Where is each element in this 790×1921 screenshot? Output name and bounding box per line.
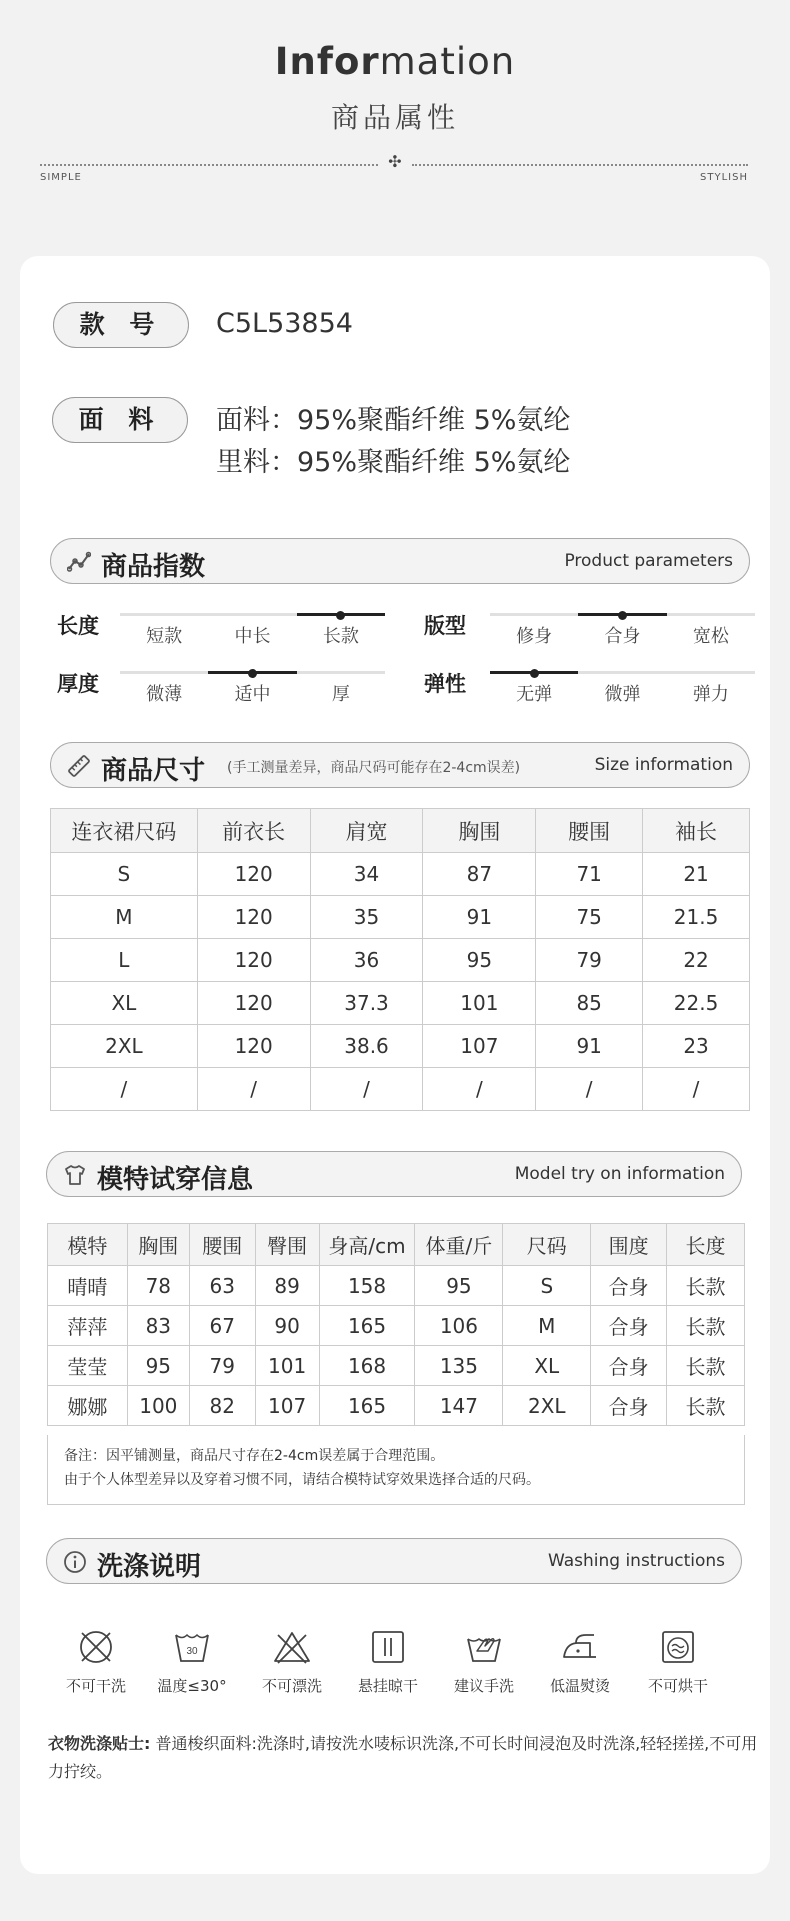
table-row [51, 896, 750, 939]
wash-item-hang-dry [348, 1627, 428, 1696]
wash-item-no-bleach [252, 1627, 332, 1696]
wash-30-icon [172, 1627, 212, 1667]
table-cell: 101 [255, 1346, 319, 1386]
table-cell: 36 [310, 939, 423, 982]
table-cell: 37.3 [310, 982, 423, 1025]
param-option: 短款 [146, 626, 183, 647]
table-cell: 合身 [591, 1266, 667, 1306]
model-table [47, 1223, 745, 1426]
table-cell: L [51, 939, 198, 982]
table-row [51, 982, 750, 1025]
table-cell: 82 [189, 1386, 255, 1426]
table-cell: 107 [255, 1386, 319, 1426]
table-cell: 娜娜 [48, 1386, 128, 1426]
trend-line-icon [67, 550, 91, 574]
table-cell: 22.5 [643, 982, 750, 1025]
table-cell: 83 [127, 1306, 189, 1346]
table-row [51, 1068, 750, 1111]
no-bleach-icon [272, 1627, 312, 1667]
table-cell: 85 [536, 982, 643, 1025]
table-cell: 75 [536, 896, 643, 939]
param-option: 中长 [234, 626, 271, 647]
header-title: Information [274, 40, 516, 83]
table-cell: 120 [197, 982, 310, 1025]
table-header-cell: 体重/斤 [415, 1224, 503, 1266]
wash-item-temperature [152, 1627, 232, 1696]
table-header-cell: 模特 [48, 1224, 128, 1266]
product-parameters-bar [50, 538, 750, 584]
table-cell: 106 [415, 1306, 503, 1346]
model-try-on-bar [46, 1151, 742, 1197]
washing-title: 洗涤说明 [97, 1552, 202, 1582]
param-label: 弹性 [424, 672, 466, 696]
table-cell: 165 [319, 1306, 415, 1346]
table-cell: 67 [189, 1306, 255, 1346]
header-tag-right: STYLISH [700, 172, 748, 183]
table-cell: 120 [197, 853, 310, 896]
table-header-cell: 腰围 [536, 809, 643, 853]
table-row [48, 1306, 745, 1346]
size-information-bar [50, 742, 750, 788]
table-cell: 21 [643, 853, 750, 896]
header-divider-left [40, 164, 378, 166]
table-cell: 120 [197, 896, 310, 939]
table-cell: / [51, 1068, 198, 1111]
page-header [0, 0, 790, 220]
fabric-line-1: 面料：95%聚酯纤维 5%氨纶 [216, 405, 571, 436]
table-header-cell: 肩宽 [310, 809, 423, 853]
table-cell: 23 [643, 1025, 750, 1068]
wash-label: 不可烘干 [647, 1677, 708, 1695]
table-cell: 长款 [667, 1346, 745, 1386]
table-row [51, 1025, 750, 1068]
wash-label: 低温熨烫 [549, 1677, 610, 1695]
table-cell: 2XL [503, 1386, 591, 1426]
param-label: 长度 [57, 614, 99, 638]
table-header-cell: 胸围 [423, 809, 536, 853]
table-cell: 91 [423, 896, 536, 939]
param-option: 宽松 [692, 626, 729, 647]
table-cell: / [197, 1068, 310, 1111]
table-cell: / [536, 1068, 643, 1111]
table-cell: / [310, 1068, 423, 1111]
size-subtitle: (手工测量差异，商品尺码可能存在2-4cm误差) [227, 760, 521, 776]
wash-item-no-tumble-dry [638, 1627, 718, 1696]
hand-wash-icon [464, 1627, 504, 1667]
table-cell: 95 [423, 939, 536, 982]
table-header-cell: 长度 [667, 1224, 745, 1266]
table-cell: S [51, 853, 198, 896]
param-option: 合身 [604, 626, 641, 647]
table-cell: 90 [255, 1306, 319, 1346]
table-cell: 78 [127, 1266, 189, 1306]
wash-label: 悬挂晾干 [357, 1677, 418, 1695]
table-header-cell: 尺码 [503, 1224, 591, 1266]
table-cell: 莹莹 [48, 1346, 128, 1386]
wash-label: 温度≤30° [157, 1677, 227, 1695]
table-cell: 100 [127, 1386, 189, 1426]
param-selected-dot [530, 669, 539, 678]
fabric-label: 面 料 [52, 397, 188, 443]
table-cell: 长款 [667, 1306, 745, 1346]
table-cell: 萍萍 [48, 1306, 128, 1346]
table-cell: 95 [415, 1266, 503, 1306]
no-tumble-dry-icon [658, 1627, 698, 1667]
wash-label: 不可漂洗 [261, 1677, 322, 1695]
table-cell: 2XL [51, 1025, 198, 1068]
model-note-line-2: 由于个人体型差异以及穿着习惯不同，请结合模特试穿效果选择合适的尺码。 [64, 1472, 540, 1488]
table-cell: 34 [310, 853, 423, 896]
table-cell: 长款 [667, 1386, 745, 1426]
table-cell: 87 [423, 853, 536, 896]
table-cell: 63 [189, 1266, 255, 1306]
wash-label: 建议手洗 [453, 1677, 514, 1695]
model-en-title: Model try on information [514, 1164, 725, 1184]
washing-instructions-bar [46, 1538, 742, 1584]
tshirt-icon [63, 1163, 87, 1187]
param-option: 长款 [322, 626, 359, 647]
wash-item-no-dry-clean [56, 1627, 136, 1696]
param-option: 微弹 [604, 684, 641, 705]
table-cell: 120 [197, 939, 310, 982]
table-cell: 合身 [591, 1386, 667, 1426]
table-row [48, 1266, 745, 1306]
param-option: 弹力 [692, 684, 729, 705]
param-label: 版型 [424, 614, 466, 638]
table-header-cell: 胸围 [127, 1224, 189, 1266]
size-title: 商品尺寸 [101, 756, 206, 786]
size-en-title: Size information [594, 755, 733, 775]
model-title: 模特试穿信息 [97, 1165, 254, 1195]
param-option: 无弹 [516, 684, 553, 705]
wash-item-hand-wash [444, 1627, 524, 1696]
param-label: 厚度 [57, 672, 99, 696]
table-row [51, 853, 750, 896]
low-iron-icon [560, 1627, 600, 1667]
table-header-cell: 臀围 [255, 1224, 319, 1266]
table-cell: 22 [643, 939, 750, 982]
table-header-cell: 围度 [591, 1224, 667, 1266]
table-cell: 95 [127, 1346, 189, 1386]
model-note-line-1: 备注：因平铺测量，商品尺寸存在2-4cm误差属于合理范围。 [64, 1448, 445, 1464]
cross-ornament-icon: ✣ [388, 152, 402, 171]
table-cell: 79 [189, 1346, 255, 1386]
table-cell: 长款 [667, 1266, 745, 1306]
parameters-en-title: Product parameters [564, 551, 733, 571]
hang-dry-icon [368, 1627, 408, 1667]
table-header-cell: 身高/cm [319, 1224, 415, 1266]
param-option: 适中 [234, 684, 271, 705]
table-cell: / [643, 1068, 750, 1111]
table-cell: XL [51, 982, 198, 1025]
table-cell: M [503, 1306, 591, 1346]
fabric-line-2: 里料：95%聚酯纤维 5%氨纶 [216, 447, 571, 478]
table-row [48, 1386, 745, 1426]
info-icon [63, 1550, 87, 1574]
table-cell: 101 [423, 982, 536, 1025]
size-table [50, 808, 750, 1111]
style-number-value: C5L53854 [216, 308, 353, 339]
param-selected-dot [248, 669, 257, 678]
wash-temp-value: 30 [186, 1646, 198, 1657]
header-title-cn: 商品属性 [330, 101, 459, 134]
table-cell: 38.6 [310, 1025, 423, 1068]
header-tag-left: SIMPLE [40, 172, 82, 183]
table-cell: 91 [536, 1025, 643, 1068]
no-dry-clean-icon [76, 1627, 116, 1667]
table-cell: 168 [319, 1346, 415, 1386]
table-cell: 89 [255, 1266, 319, 1306]
wash-item-low-iron [540, 1627, 620, 1696]
washing-tip-text: 普通梭织面料:洗涤时,请按洗水唛标识洗涤,不可长时间浸泡及时洗涤,轻轻搓搓,不可用力拧绞。 [48, 1734, 758, 1781]
param-option: 厚 [331, 684, 350, 705]
table-header-cell: 前衣长 [197, 809, 310, 853]
table-cell: 合身 [591, 1306, 667, 1346]
washing-tip [48, 1730, 758, 1786]
table-cell: 71 [536, 853, 643, 896]
table-cell: 165 [319, 1386, 415, 1426]
table-cell: 21.5 [643, 896, 750, 939]
style-number-label: 款 号 [53, 302, 189, 348]
param-option: 微薄 [146, 684, 183, 705]
table-cell: S [503, 1266, 591, 1306]
table-cell: M [51, 896, 198, 939]
table-cell: / [423, 1068, 536, 1111]
washing-en-title: Washing instructions [547, 1551, 725, 1571]
table-cell: 35 [310, 896, 423, 939]
param-selected-dot [618, 611, 627, 620]
table-cell: 合身 [591, 1346, 667, 1386]
table-header-cell: 腰围 [189, 1224, 255, 1266]
table-cell: 158 [319, 1266, 415, 1306]
parameters-title: 商品指数 [101, 552, 206, 582]
table-cell: 107 [423, 1025, 536, 1068]
model-note [47, 1435, 745, 1505]
table-row [48, 1346, 745, 1386]
table-cell: 135 [415, 1346, 503, 1386]
table-cell: 147 [415, 1386, 503, 1426]
wash-label: 不可干洗 [65, 1677, 126, 1695]
table-cell: 79 [536, 939, 643, 982]
table-cell: XL [503, 1346, 591, 1386]
table-cell: 120 [197, 1025, 310, 1068]
param-option: 修身 [516, 626, 553, 647]
ruler-icon [67, 754, 91, 778]
header-divider-right [412, 164, 748, 166]
table-header-cell: 连衣裙尺码 [51, 809, 198, 853]
washing-tip-label: 衣物洗涤贴士: [48, 1734, 151, 1753]
table-header-cell: 袖长 [643, 809, 750, 853]
table-cell: 晴晴 [48, 1266, 128, 1306]
table-row [51, 939, 750, 982]
